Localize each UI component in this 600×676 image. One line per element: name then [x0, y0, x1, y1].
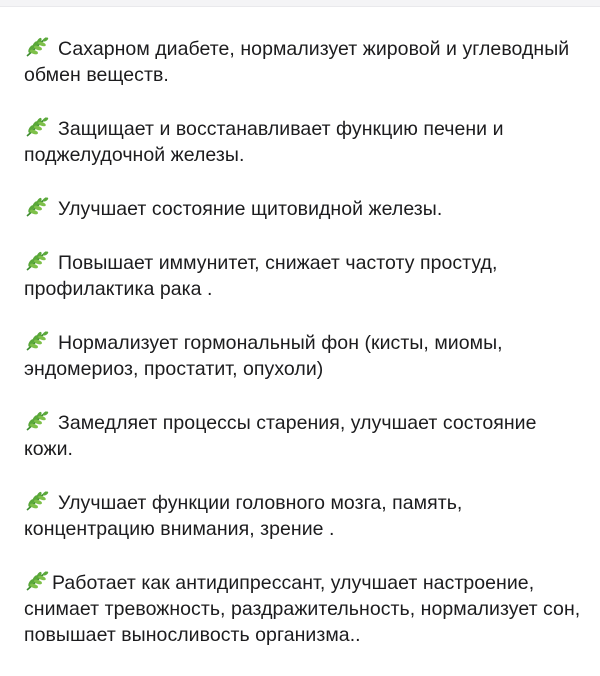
list-item-text: Защищает и восстанавливает функцию печени и поджелудочной железы.: [24, 118, 504, 166]
list-item: [24, 116, 584, 168]
list-item-text: Замедляет процессы старения, улучшает состояние кожи.: [24, 412, 537, 460]
list-item: [24, 490, 584, 542]
top-divider: [0, 0, 600, 7]
herb-leaf-icon: [24, 490, 50, 512]
list-item-text: Сахарном диабете, нормализует жировой и углеводный обмен веществ.: [24, 38, 570, 86]
herb-leaf-icon: [24, 570, 50, 592]
herb-leaf-icon: [24, 330, 50, 352]
herb-leaf-icon: [24, 196, 50, 218]
list-item-text: Улучшает состояние щитовидной железы.: [58, 198, 443, 220]
list-item: [24, 250, 584, 302]
benefits-list: [24, 36, 584, 676]
list-item: [24, 570, 584, 648]
herb-leaf-icon: [24, 410, 50, 432]
list-item-text: Улучшает функции головного мозга, память, концентрацию внимания, зрение .: [24, 492, 463, 540]
list-item-text: Повышает иммунитет, снижает частоту простуд, профилактика рака .: [24, 252, 498, 300]
list-item: [24, 330, 584, 382]
herb-leaf-icon: [24, 250, 50, 272]
list-item: [24, 410, 584, 462]
list-item-text: Работает как антидипрессант, улучшает настроение, снимает тревожность, раздражительность, нормализует сон, повышает выносливость организма..: [24, 572, 581, 646]
list-item: [24, 36, 584, 88]
herb-leaf-icon: [24, 116, 50, 138]
list-item: [24, 196, 584, 222]
list-item-text: Нормализует гормональный фон (кисты, миомы, эндомериоз, простатит, опухоли): [24, 332, 503, 380]
herb-leaf-icon: [24, 36, 50, 58]
